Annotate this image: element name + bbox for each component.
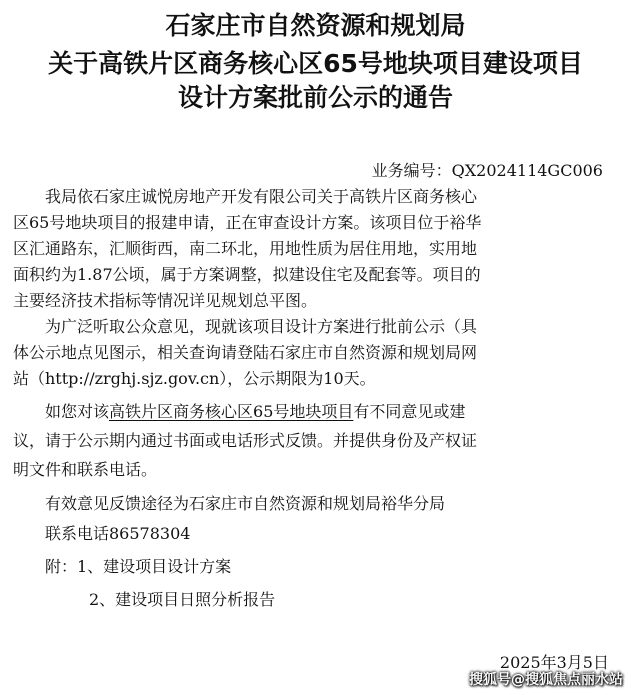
feedback-channel: 有效意见反馈途径为石家庄市自然资源和规划局裕华分局 [45,494,446,513]
paragraph-3-line-1 [45,401,465,423]
paragraph-3-suffix: 有不同意见或建 [353,402,466,421]
contact-phone: 联系电话86578304 [45,524,191,543]
paragraph-2-line-1: 为广泛听取公众意见，现就该项目设计方案进行批前公示（具 [45,317,478,336]
paragraph-1-line-5: 主要经济技术指标等情况详见规划总平图。 [13,291,318,310]
paragraph-1-line-3: 区汇通路东，汇顺街西，南二环北，用地性质为居住用地，实用地 [13,239,478,258]
attachment-2: 2、建设项目日照分析报告 [89,590,276,609]
notice-title-line-1: 石家庄市自然资源和规划局 [165,11,466,40]
paragraph-2-line-3: 站（http://zrghj.sjz.gov.cn），公示期限为10天。 [13,369,376,388]
paragraph-3-line-2: 议，请于公示期内通过书面或电话形式反馈。并提供身份及产权证 [13,431,478,450]
notice-date: 2025年3月5日 [499,653,609,672]
business-number: 业务编号：QX2024114GC006 [371,161,603,180]
source-watermark: 搜狐号@搜狐焦点丽水站 [469,672,623,688]
paragraph-1-line-1: 我局依石家庄诚悦房地产开发有限公司关于高铁片区商务核心 [45,187,478,206]
paragraph-1-line-2: 区65号地块项目的报建申请，正在审查设计方案。该项目位于裕华 [13,213,482,232]
project-name-underlined: 高铁片区商务核心区65号地块项目 [109,402,354,421]
paragraph-1-line-4: 面积约为1.87公顷，属于方案调整，拟建设住宅及配套等。项目的 [13,265,481,284]
notice-title-line-3: 设计方案批前公示的通告 [177,83,453,112]
paragraph-3-prefix: 如您对该 [45,402,110,421]
attachment-1: 附：1、建设项目设计方案 [45,557,232,576]
paragraph-3-line-3: 明文件和联系电话。 [13,460,158,479]
notice-title-line-2: 关于高铁片区商务核心区65号地块项目建设项目 [48,49,583,78]
paragraph-2-line-2: 体公示地点见图示，相关查询请登陆石家庄市自然资源和规划局网 [13,343,478,362]
